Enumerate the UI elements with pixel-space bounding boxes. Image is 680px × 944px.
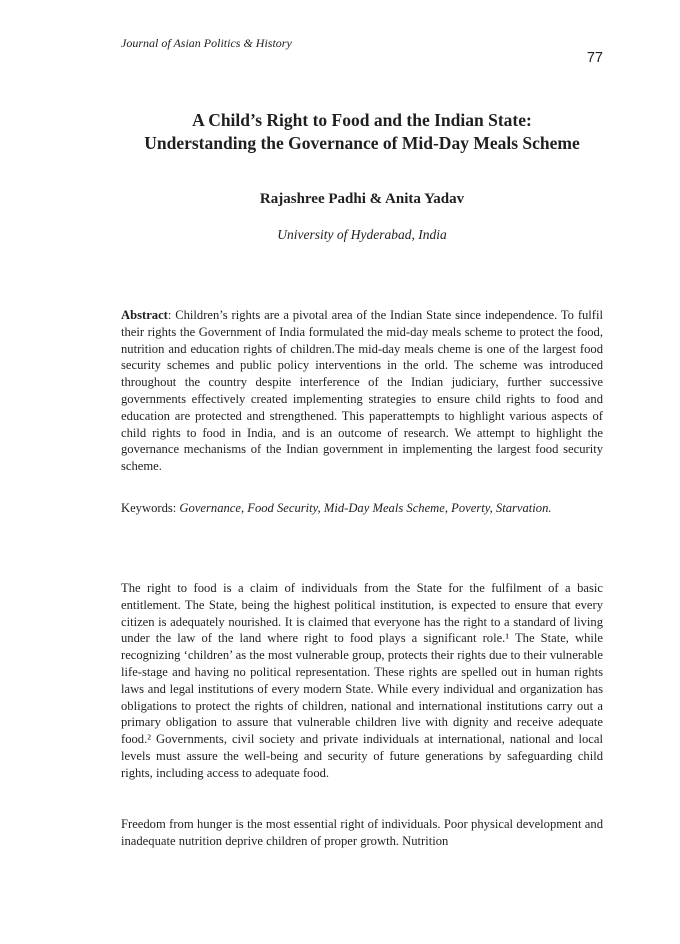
affiliation-line: University of Hyderabad, India [277, 227, 447, 242]
body-paragraph-2: Freedom from hunger is the most essential right of individuals. Poor physical development and inadequate nutrition deprive children of proper growth. Nutrition [121, 817, 603, 848]
keywords-line [121, 500, 603, 517]
journal-header: Journal of Asian Politics & History [121, 36, 292, 50]
paper-title [121, 109, 603, 155]
paper-title-line1: A Child’s Right to Food and the Indian State: [192, 110, 532, 130]
body-paragraph-1: The right to food is a claim of individuals from the State for the fulfilment of a basic entitlement. The State, being the highest political institution, is expected to ensure that every citizen is adequately nourished. It is claimed that everyone has the right to a standard of living under the law of the land where right to food plays a significant role.¹ The State, while recognizing ‘children’ as the most vulnerable group, protects their rights due to their vulnerable life-stage and having no political representation. These rights are spelled out in human rights laws and legal institutions of every modern State. While every individual and organization has obligations to protect the rights of children, national and international institutions carry out a primary obligation to assure that vulnerable children live with dignity and receive adequate food.² Governments, civil society and private individuals at international, national and local levels must assure the well-being and security of future generations by safeguarding child rights, including access to adequate food. [121, 581, 603, 780]
keywords-text: Governance, Food Security, Mid-Day Meals Scheme, Poverty, Starvation. [179, 501, 552, 515]
abstract-paragraph [121, 307, 603, 475]
abstract-text: : Children’s rights are a pivotal area of the Indian State since independence. To fulfil their rights the Government of India formulated the mid-day meals scheme to protect the food, nutrition and education rights of children.The mid-day meals cheme is one of the largest food security schemes and public policy interventions in the orld. The scheme was introduced throughout the country despite interference of the Indian judiciary, further successive governments effectively created implementing strategies to ensure child rights to food and education are protected and strengthened. This paperattempts to highlight various aspects of child rights to food in India, and is an outcome of research. We attempt to highlight the governance mechanisms of the Indian government in implementing the largest food security scheme. [121, 308, 603, 474]
authors-line: Rajashree Padhi & Anita Yadav [259, 191, 465, 207]
page-number: 77 [586, 50, 603, 66]
paper-title-line2: Understanding the Governance of Mid-Day Meals Scheme [144, 133, 580, 153]
abstract-label: Abstract [121, 308, 168, 322]
keywords-label: Keywords: [121, 501, 180, 515]
